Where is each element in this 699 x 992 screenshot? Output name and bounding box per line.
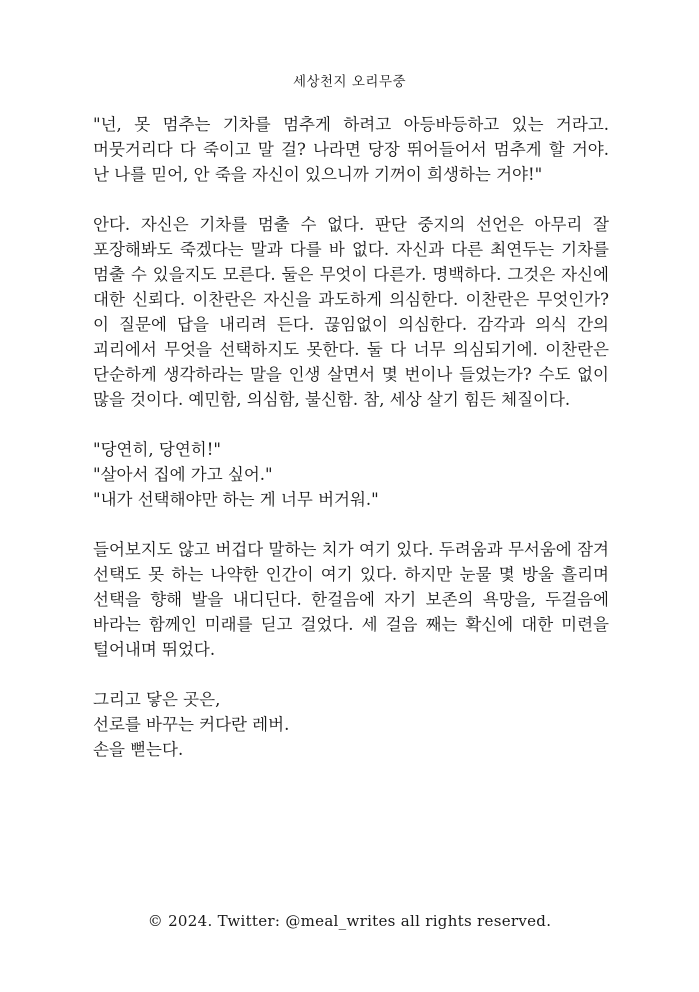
document-body <box>93 112 609 787</box>
dialogue-block <box>93 437 609 512</box>
dialogue-line: "당연히, 당연히!" <box>93 440 221 459</box>
page-title: 세상천지 오리무중 <box>292 74 407 90</box>
ending-line: 선로를 바꾸는 커다란 레버. <box>93 715 290 734</box>
copyright-footer: © 2024. Twitter: @meal_writes all rights reserved. <box>147 912 552 930</box>
ending-line: 손을 뻗는다. <box>93 740 184 759</box>
ending-block <box>93 687 609 762</box>
dialogue-line: "살아서 집에 가고 싶어." <box>93 465 273 484</box>
dialogue-line: "내가 선택해야만 하는 게 너무 버거워." <box>93 490 379 509</box>
paragraph-2: 안다. 자신은 기차를 멈출 수 없다. 판단 중지의 선언은 아무리 잘 포장해봐도 죽겠다는 말과 다를 바 없다. 자신과 다른 최연두는 기차를 멈출 수 있을지도 모른다. 둘은 무엇이 다른가. 명백하다. 그것은 자신에 대한 신뢰다. 이찬란은 자신을 과도하게 의심한다. 이찬란은 무엇인가? 이 질문에 답을 내리려 든다. 끊임없이 의심한다. 감각과 의식 간의 괴리에서 무엇을 선택하지도 못한다. 둘 다 너무 의심되기에. 이찬란은 단순하게 생각하라는 말을 인생 살면서 몇 번이나 들었는가? 수도 없이 많을 것이다. 예민함, 의심함, 불신함. 참, 세상 살기 힘든 체질이다. <box>93 215 609 409</box>
ending-line: 그리고 닿은 곳은, <box>93 690 221 709</box>
paragraph-3: 들어보지도 않고 버겁다 말하는 치가 여기 있다. 두려움과 무서움에 잠겨 선택도 못 하는 나약한 인간이 여기 있다. 하지만 눈물 몇 방울 흘리며 선택을 향해 발을 내디딘다. 한걸음에 자기 보존의 욕망을, 두걸음에 바라는 함께인 미래를 딛고 걸었다. 세 걸음 째는 확신에 대한 미련을 털어내며 뛰었다. <box>93 540 609 659</box>
paragraph-1: "넌, 못 멈추는 기차를 멈추게 하려고 아등바등하고 있는 거라고. 머뭇거리다 다 죽이고 말 걸? 나라면 당장 뛰어들어서 멈추게 할 거야. 난 나를 믿어, 안 죽을 자신이 있으니까 기꺼이 희생하는 거야!" <box>93 115 609 184</box>
